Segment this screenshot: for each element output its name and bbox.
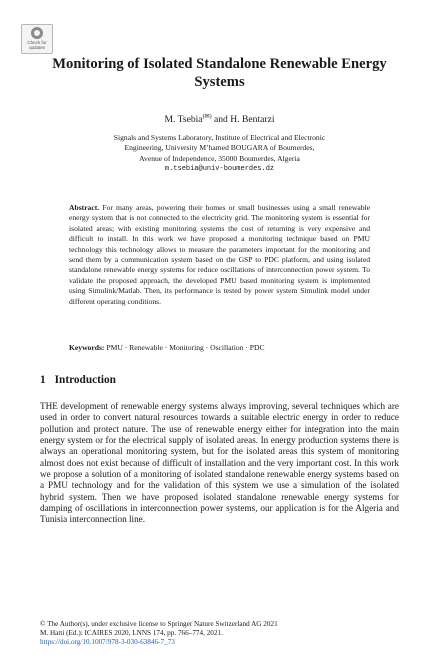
author-email[interactable]: m.tsebia@univ-boumerdes.dz bbox=[164, 164, 275, 173]
abstract-text: For many areas, powering their homes or small businesses using a small renewable energy system that is not connected to the electricity grid. The monitoring system is essential for isolated areas; with existing monitoring systems the cost of returning is very expensive and difficult to install. In this work we have proposed a monitoring technique based on PMU technology this technology allows to measure the parameters important for the monitoring and send them by a communication system based on the GSP to PDC platform, and using isolated standalone renewable energy systems for reduce oscillations of interconnection power system. To validate the proposed approach, the developed PMU based monitoring system is implemented using Simulink/Matlab. Then, its performance is tested by power system Simulink model under different operating conditions. bbox=[69, 203, 370, 306]
check-for-updates-label: Check for updates bbox=[27, 40, 47, 50]
abstract bbox=[69, 203, 370, 307]
doi-link[interactable]: https://doi.org/10.1007/978-3-030-63846-7_73 bbox=[40, 638, 175, 647]
introduction-paragraph: THE development of renewable energy systems always improving, several techniques which are used in order to convert natural resources towards a suitable electric energy in order to reduce pollution and protect nature. The use of renewable energy either for integration into the main energy system or for the electrical supply of isolated areas. In energy production systems there is always an operational monitoring system, but for the isolated areas this system of monitoring almost does not exist because of difficult of installation and the very important cost. In this work we propose a solution of a monitoring of isolated standalone renewable energy systems based on a PMU technology and for the validation of this system we use a simulation of the isolated hybrid system. Then we have proposed isolated standalone renewable energy systems for damping of oscillations in interconnection power systems, our application is for the Algeria and Tunisia interconnection line. bbox=[40, 401, 399, 525]
check-for-updates-icon bbox=[31, 27, 43, 39]
affiliation-line: Engineering, University M’hamed BOUGARA of Boumerdes, bbox=[124, 143, 315, 153]
keywords bbox=[69, 343, 370, 353]
author-line bbox=[0, 111, 439, 126]
keywords-text: PMU · Renewable · Monitoring · Oscillation · PDC bbox=[106, 343, 265, 352]
author-conjunction: and bbox=[214, 114, 228, 126]
section-title: Introduction bbox=[54, 374, 116, 386]
author-name: H. Bentarzi bbox=[230, 114, 275, 126]
keywords-label: Keywords: bbox=[69, 343, 105, 352]
paper-title: Monitoring of Isolated Standalone Renewable Energy Systems bbox=[52, 56, 387, 90]
copyright-line: © The Author(s), under exclusive license to Springer Nature Switzerland AG 2021 bbox=[40, 620, 278, 628]
author-name: M. Tsebia bbox=[164, 114, 203, 126]
affiliation bbox=[40, 133, 399, 174]
section-number: 1 bbox=[40, 374, 46, 386]
corresponding-author-mark[interactable]: (✉) bbox=[202, 114, 212, 120]
section-heading bbox=[40, 373, 116, 387]
abstract-label: Abstract. bbox=[69, 203, 100, 212]
footer bbox=[40, 620, 410, 648]
check-for-updates-badge[interactable] bbox=[21, 24, 53, 54]
affiliation-line: Avenue of Independence, 35000 Boumerdes, Algeria bbox=[139, 153, 300, 163]
affiliation-line: Signals and Systems Laboratory, Institute of Electrical and Electronic bbox=[113, 133, 326, 142]
citation-line: M. Hatti (Ed.): ICAIRES 2020, LNNS 174, pp. 766–774, 2021. bbox=[40, 629, 223, 638]
